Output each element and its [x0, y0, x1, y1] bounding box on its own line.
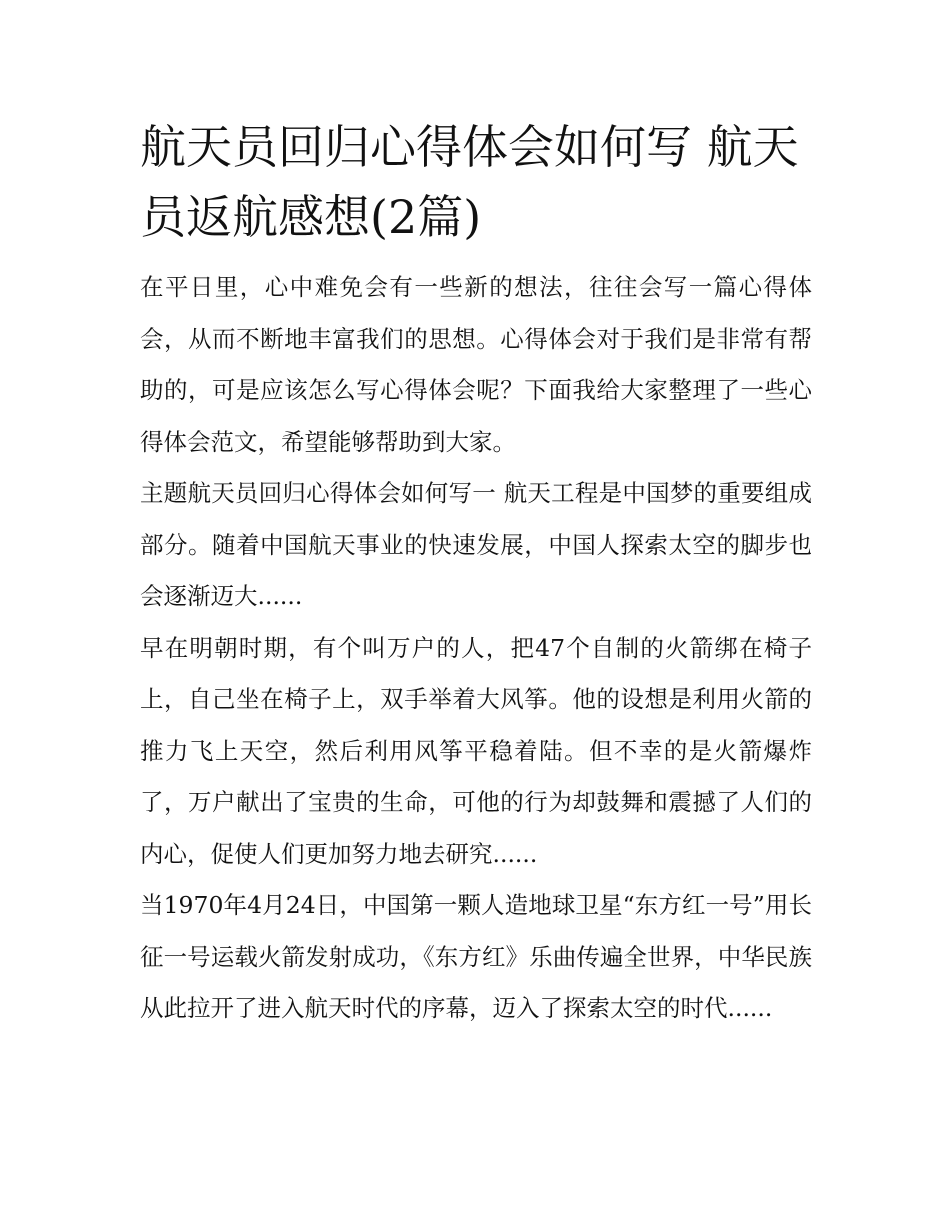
- paragraph-topic: 主题航天员回归心得体会如何写一 航天工程是中国梦的重要组成部分。随着中国航天事业的快速发展，中国人探索太空的脚步也会逐渐迈大......: [140, 479, 812, 610]
- document-body: [140, 262, 812, 1035]
- document-page: [140, 112, 812, 1035]
- paragraph-intro: 在平日里，心中难免会有一些新的想法，往往会写一篇心得体会，从而不断地丰富我们的思想。心得体会对于我们是非常有帮助的，可是应该怎么写心得体会呢？下面我给大家整理了一些心得体会范文，希望能够帮助到大家。: [140, 273, 812, 456]
- paragraph-wanhu-story: 早在明朝时期，有个叫万户的人，把47个自制的火箭绑在椅子上，自己坐在椅子上，双手举着大风筝。他的设想是利用火箭的推力飞上天空，然后利用风筝平稳着陆。但不幸的是火箭爆炸了，万户献出了宝贵的生命，可他的行为却鼓舞和震撼了人们的内心，促使人们更加努力地去研究......: [140, 633, 812, 868]
- document-title: 航天员回归心得体会如何写 航天员返航感想(2篇): [140, 120, 799, 244]
- paragraph-dongfanghong: 当1970年4月24日，中国第一颗人造地球卫星“东方红一号”用长征一号运载火箭发射成功，《东方红》乐曲传遍全世界，中华民族从此拉开了进入航天时代的序幕，迈入了探索太空的时代......: [140, 891, 812, 1022]
